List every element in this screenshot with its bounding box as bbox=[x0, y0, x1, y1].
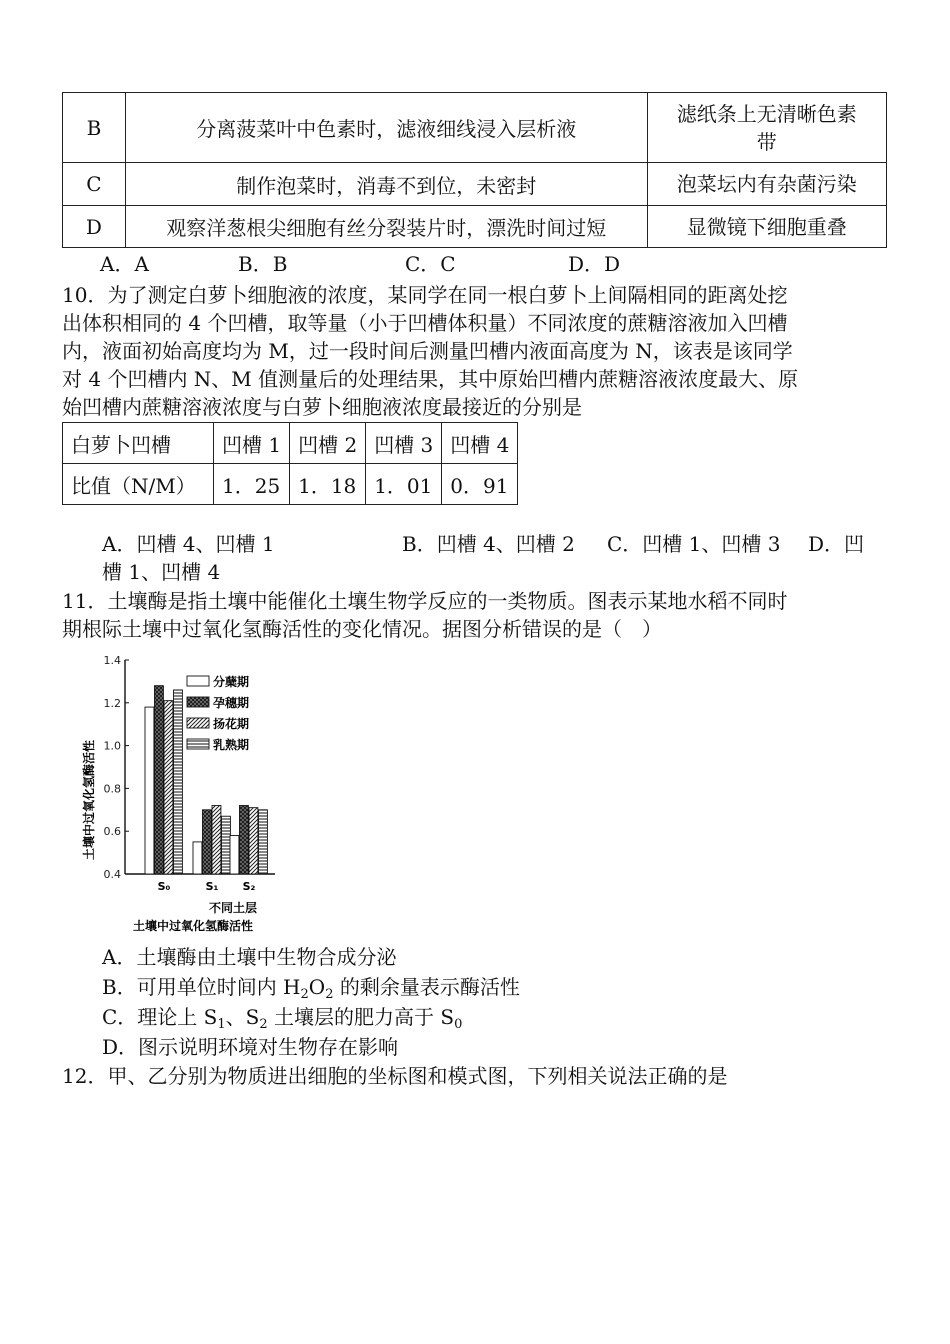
q11-stem-line: 11．土壤酶是指土壤中能催化土壤生物学反应的一类物质。图表示某地水稻不同时 bbox=[62, 589, 788, 613]
legend-swatch bbox=[187, 697, 209, 707]
enzyme-activity-bar-chart bbox=[75, 650, 295, 940]
q10-option-a[interactable]: A．凹槽 4、凹槽 1 bbox=[102, 532, 275, 556]
chart-bar bbox=[145, 707, 154, 874]
y-tick-label: 0.6 bbox=[103, 825, 121, 839]
table-row bbox=[63, 206, 887, 248]
option-c-text: C．理论上 S bbox=[102, 1005, 218, 1029]
q11-option-a[interactable]: A．土壤酶由土壤中生物合成分泌 bbox=[102, 945, 397, 969]
result-cell: 显微镜下细胞重叠 bbox=[647, 206, 886, 248]
action-cell: 分离菠菜叶中色素时，滤液细线浸入层析液 bbox=[125, 93, 647, 163]
y-tick-label: 1.2 bbox=[103, 696, 121, 710]
x-tick-label: S₀ bbox=[157, 880, 171, 893]
chart-bar bbox=[259, 810, 268, 874]
value-cell: 1．01 bbox=[366, 464, 442, 505]
x-tick-label: S₁ bbox=[205, 880, 219, 893]
table-row bbox=[63, 93, 887, 163]
q9-option-c[interactable]: C．C bbox=[405, 252, 456, 276]
chart-title: 土壤中过氧化氢酶活性 bbox=[132, 919, 254, 933]
chart-bar bbox=[230, 835, 239, 874]
option-cell: D bbox=[63, 206, 126, 248]
subscript: 1 bbox=[217, 1017, 226, 1032]
q10-stem-line: 10．为了测定白萝卜细胞液的浓度，某同学在同一根白萝卜上间隔相同的距离处挖 bbox=[62, 283, 788, 307]
chart-bar bbox=[240, 806, 249, 874]
header-cell: 凹槽 1 bbox=[214, 423, 290, 464]
q9-option-b[interactable]: B．B bbox=[238, 252, 288, 276]
subscript: 2 bbox=[300, 987, 309, 1002]
subscript: 2 bbox=[325, 987, 334, 1002]
legend-label: 扬花期 bbox=[213, 717, 250, 731]
option-c-text: 土壤层的肥力高于 S bbox=[267, 1005, 455, 1029]
option-b-text: 的剩余量表示酶活性 bbox=[333, 975, 520, 999]
q10-option-d[interactable]: D．凹 bbox=[808, 532, 865, 556]
y-tick-label: 0.8 bbox=[103, 782, 121, 796]
result-cell bbox=[647, 93, 886, 163]
value-cell: 1．18 bbox=[290, 464, 366, 505]
chart-bar bbox=[174, 690, 183, 874]
action-cell: 制作泡菜时，消毒不到位，未密封 bbox=[125, 163, 647, 206]
x-tick-label: S₂ bbox=[242, 880, 256, 893]
header-cell: 凹槽 4 bbox=[442, 423, 518, 464]
option-b-text: B．可用单位时间内 H bbox=[102, 975, 301, 999]
option-c-text: 、S bbox=[225, 1005, 260, 1029]
legend-label: 乳熟期 bbox=[213, 738, 250, 752]
y-tick-label: 0.4 bbox=[103, 868, 121, 881]
q11-stem-line: 期根际土壤中过氧化氢酶活性的变化情况。据图分析错误的是（ ） bbox=[62, 617, 662, 641]
q10-option-c[interactable]: C．凹槽 1、凹槽 3 bbox=[607, 532, 781, 556]
result-cell: 泡菜坛内有杂菌污染 bbox=[647, 163, 886, 206]
chart-bar bbox=[212, 806, 221, 874]
q12-stem-line: 12．甲、乙分别为物质进出细胞的坐标图和模式图，下列相关说法正确的是 bbox=[62, 1064, 728, 1088]
result-line-2: 带 bbox=[756, 129, 777, 154]
y-tick-label: 1.0 bbox=[103, 739, 121, 753]
y-axis-label: 土壤中过氧化氢酶活性 bbox=[82, 739, 96, 861]
header-cell: 凹槽 3 bbox=[366, 423, 442, 464]
ratio-table bbox=[62, 422, 518, 505]
experiment-table bbox=[62, 92, 887, 248]
chart-bar bbox=[193, 842, 202, 874]
q10-stem-line: 出体积相同的 4 个凹槽，取等量（小于凹槽体积量）不同浓度的蔗糖溶液加入凹槽 bbox=[62, 311, 788, 335]
chart-bar bbox=[203, 810, 212, 874]
table-header-row bbox=[63, 423, 518, 464]
subscript: 0 bbox=[454, 1017, 463, 1032]
y-tick-label: 1.4 bbox=[103, 654, 121, 667]
table-row bbox=[63, 464, 518, 505]
chart-bar bbox=[164, 701, 173, 874]
q10-option-b[interactable]: B．凹槽 4、凹槽 2 bbox=[402, 532, 575, 556]
legend-label: 孕穗期 bbox=[213, 696, 250, 710]
row-label-cell: 比值（N/M） bbox=[63, 464, 214, 505]
legend-swatch bbox=[187, 718, 209, 728]
value-cell: 1．25 bbox=[214, 464, 290, 505]
x-axis-label: 不同土层 bbox=[208, 901, 258, 915]
option-cell: B bbox=[63, 93, 126, 163]
table-row bbox=[63, 163, 887, 206]
option-b-text: O bbox=[308, 975, 326, 999]
value-cell: 0．91 bbox=[442, 464, 518, 505]
legend-label: 分蘖期 bbox=[213, 675, 250, 689]
header-cell: 凹槽 2 bbox=[290, 423, 366, 464]
chart-bar bbox=[249, 808, 258, 874]
action-cell: 观察洋葱根尖细胞有丝分裂装片时，漂洗时间过短 bbox=[125, 206, 647, 248]
q9-option-d[interactable]: D．D bbox=[568, 252, 621, 276]
subscript: 2 bbox=[259, 1017, 268, 1032]
q10-stem-line: 内，液面初始高度均为 M，过一段时间后测量凹槽内液面高度为 N，该表是该同学 bbox=[62, 339, 793, 363]
legend-swatch bbox=[187, 676, 209, 686]
q10-stem-line: 始凹槽内蔗糖溶液浓度与白萝卜细胞液浓度最接近的分别是 bbox=[62, 395, 582, 419]
result-line-1: 滤纸条上无清晰色素 bbox=[676, 101, 857, 126]
q11-option-d[interactable]: D．图示说明环境对生物存在影响 bbox=[102, 1035, 399, 1059]
q9-option-a[interactable]: A．A bbox=[100, 252, 149, 276]
header-cell: 白萝卜凹槽 bbox=[63, 423, 214, 464]
q10-option-d-continued[interactable]: 槽 1、凹槽 4 bbox=[102, 560, 221, 584]
chart-bar bbox=[155, 686, 164, 874]
option-cell: C bbox=[63, 163, 126, 206]
legend-swatch bbox=[187, 739, 209, 749]
chart-bar bbox=[222, 816, 231, 874]
q10-stem-line: 对 4 个凹槽内 N、M 值测量后的处理结果，其中原始凹槽内蔗糖溶液浓度最大、原 bbox=[62, 367, 799, 391]
